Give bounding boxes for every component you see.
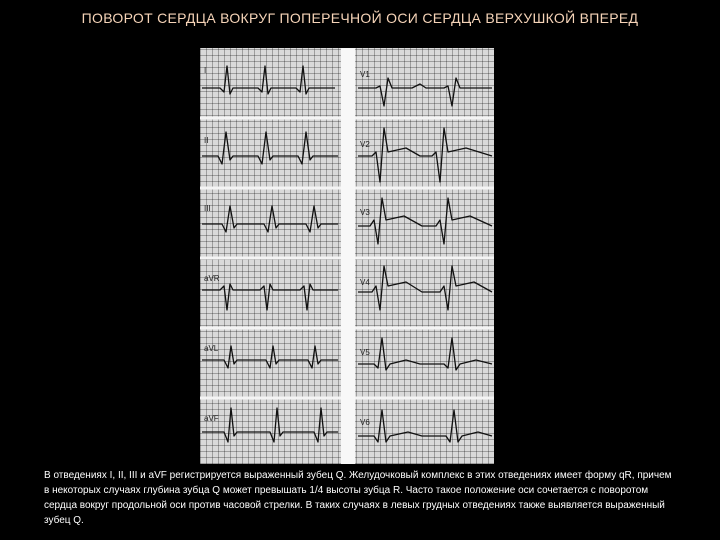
ecg-traces [200, 48, 494, 464]
lead-label-avf: aVF [204, 414, 219, 423]
slide-title: ПОВОРОТ СЕРДЦА ВОКРУГ ПОПЕРЕЧНОЙ ОСИ СЕРДЦА ВЕРХУШКОЙ ВПЕРЕД [81, 10, 639, 26]
lead-label-iii: III [204, 204, 211, 213]
lead-label-v6: V6 [360, 418, 370, 427]
lead-label-v5: V5 [360, 348, 370, 357]
slide-caption: В отведениях I, II, III и aVF регистрируется выраженный зубец Q. Желудочковый комплекс в этих отведениях имеет форму qR, причем в некоторых случаях глубина зубца Q может превышать 1/4 высоты зубца R. Часто такое положение оси сочетается с поворотом сердца вокруг продольной оси против часовой стрелки. В таких случаях в левых грудных отведениях также выявляется выраженный зубец Q. [44, 470, 672, 526]
lead-label-v3: V3 [360, 208, 370, 217]
lead-label-i: I [204, 66, 207, 75]
lead-label-v1: V1 [360, 70, 370, 79]
lead-label-v2: V2 [360, 140, 370, 149]
lead-label-avr: aVR [204, 274, 220, 283]
lead-label-v4: V4 [360, 278, 370, 287]
lead-label-avl: aVL [204, 344, 219, 353]
ecg-image [200, 48, 494, 464]
lead-label-ii: II [204, 136, 209, 145]
